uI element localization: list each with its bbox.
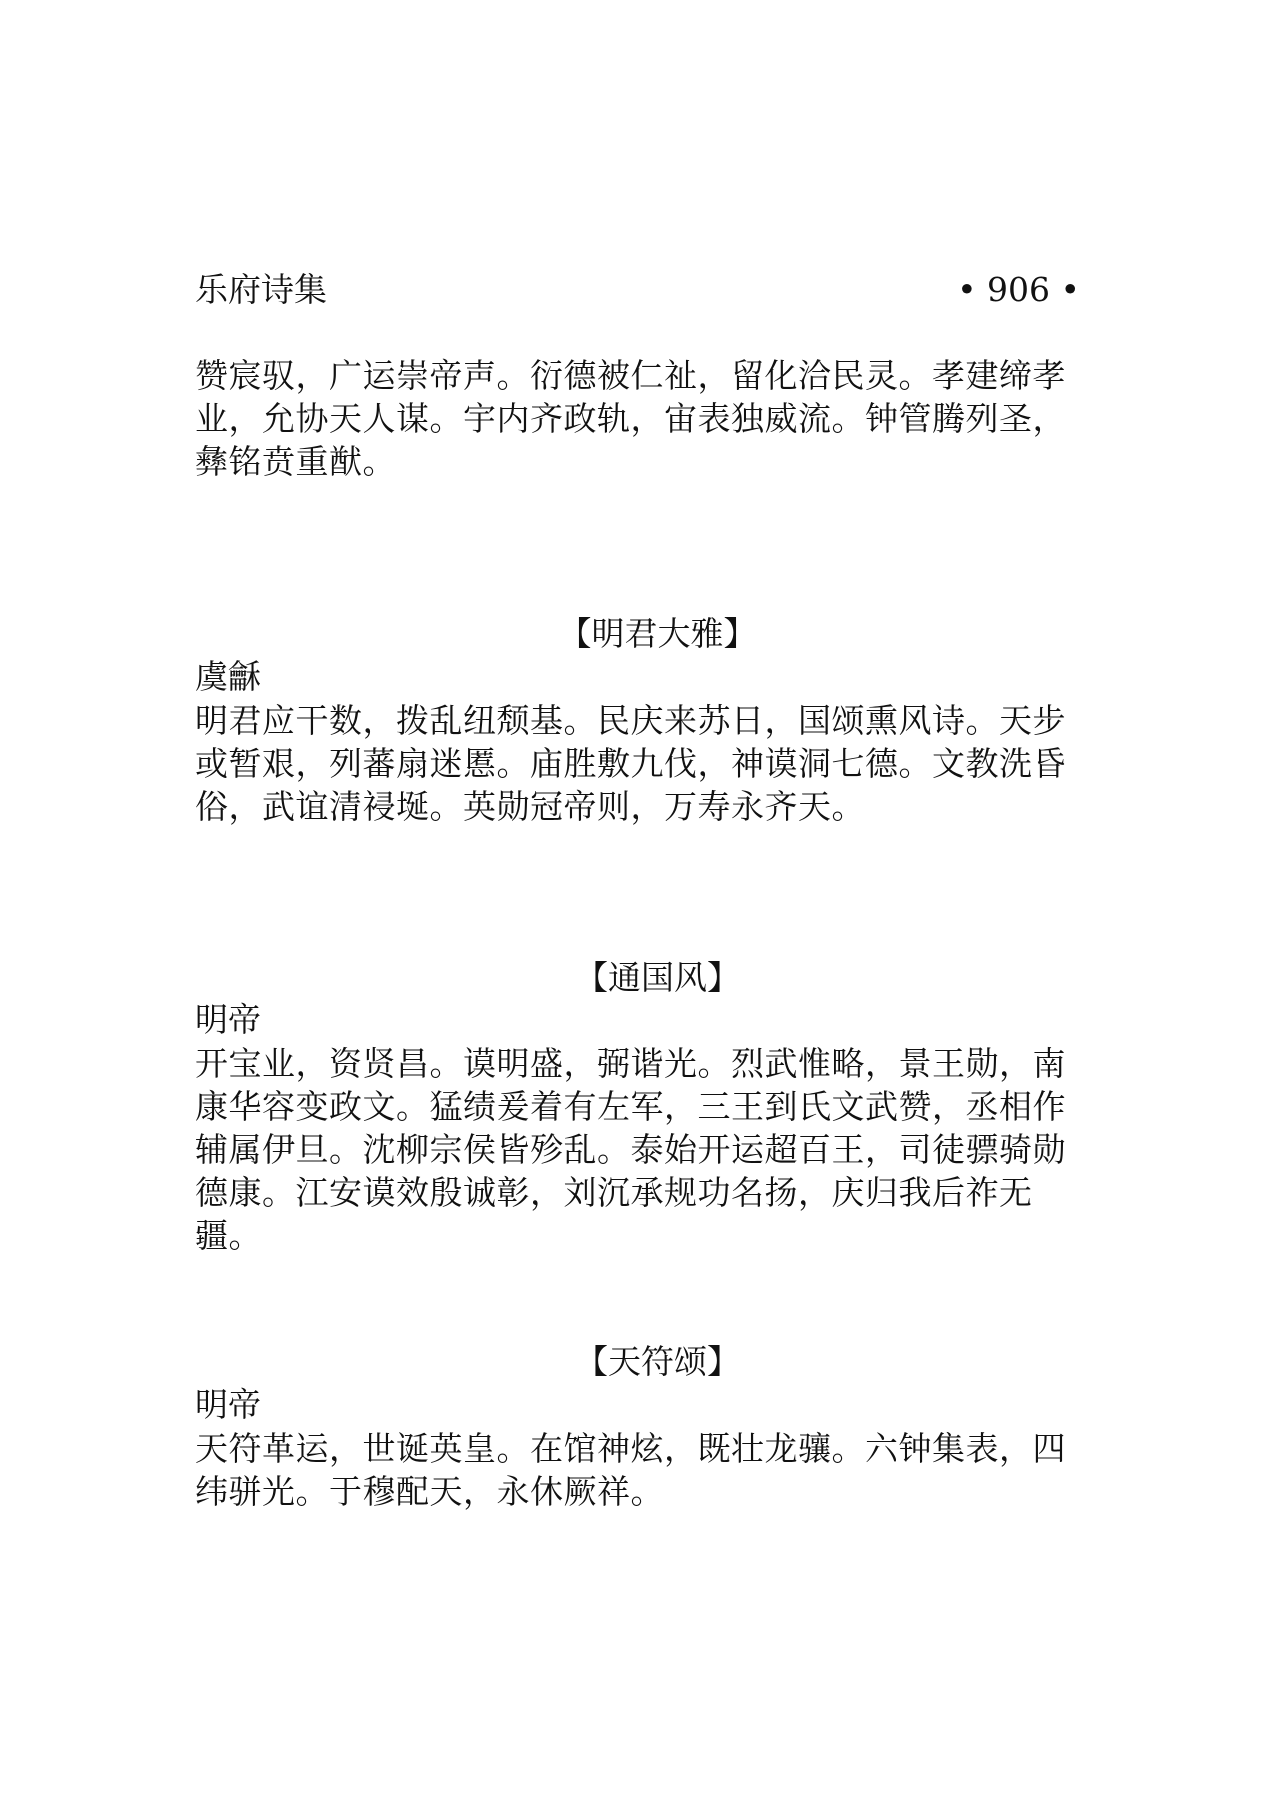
- continuation-text: 赞宸驭，广运崇帝声。衍德被仁祉，留化洽民灵。孝建缔孝业，允协天人谋。宇内齐政轨，宙表独威流。钟管腾列圣，彝铭贲重猷。: [195, 356, 1066, 481]
- page-number: • 906 •: [957, 270, 1080, 309]
- page-header: [195, 268, 1080, 312]
- poem-body: 开宝业，资贤昌。谟明盛，弼谐光。烈武惟略，景王勋，南康华容变政文。猛绩爰着有左军，三王到氏文武赞，丞相作辅属伊旦。沈柳宗侯皆殄乱。泰始开运超百王，司徒骠骑勋德康。江安谟效殷诚彰，刘沉承规功名扬，庆归我后祚无疆。: [195, 1044, 1066, 1255]
- poem-body: 天符革运，世诞英皇。在馆神炫，既壮龙骧。六钟集表，四纬骈光。于穆配天，永休厥祥。: [195, 1429, 1066, 1511]
- poem-author: 虞龢: [195, 657, 261, 696]
- poem-author: 明帝: [195, 1385, 261, 1424]
- poem-author: 明帝: [195, 1000, 261, 1039]
- poem-title: 【明君大雅】: [558, 614, 757, 653]
- poem-title: 【通国风】: [575, 958, 740, 997]
- poem-title: 【天符颂】: [575, 1342, 740, 1381]
- book-title: 乐府诗集: [195, 270, 327, 309]
- poem-body: 明君应干数，拨乱纽颓基。民庆来苏日，国颂熏风诗。天步或暂艰，列蕃扇迷慝。庙胜敷九伐，神谟洞七德。文教洗昏俗，武谊清祲埏。英勋冠帝则，万寿永齐天。: [195, 701, 1066, 826]
